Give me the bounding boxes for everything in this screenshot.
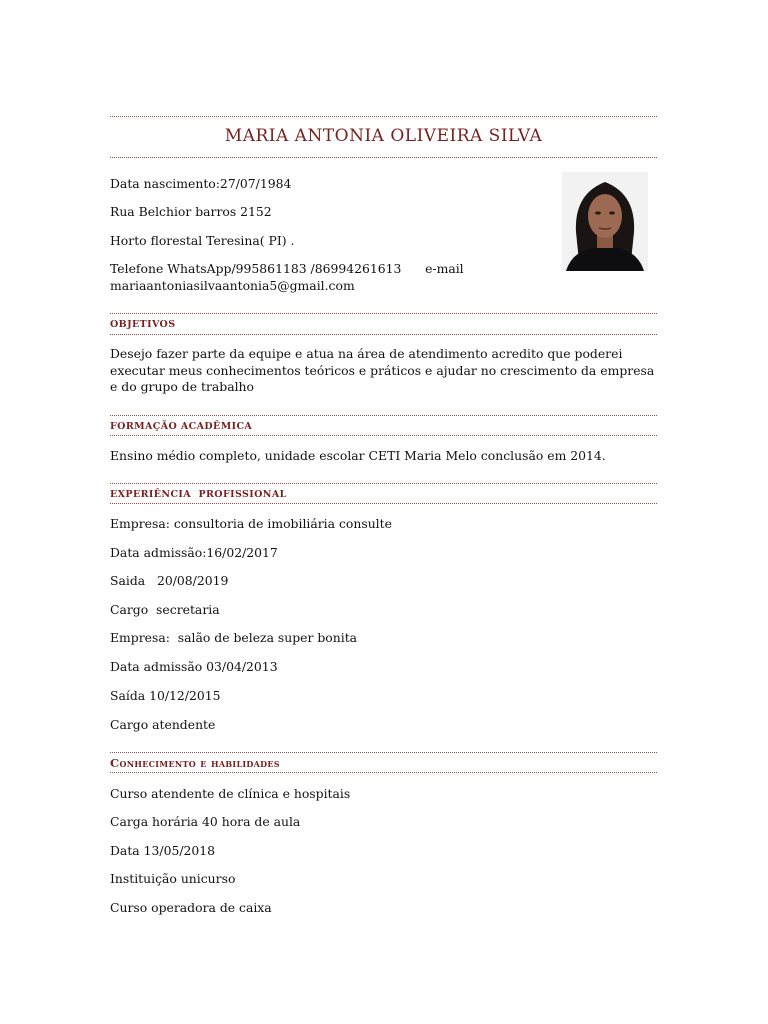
experience-line: Empresa: consultoria de imobiliária consulte [110, 516, 392, 531]
experience-bottom-divider [110, 503, 657, 504]
skills-line: Curso atendente de clínica e hospitais [110, 786, 351, 801]
skills-line: Carga horária 40 hora de aula [110, 814, 301, 829]
street-address: Rua Belchior barros 2152 [110, 204, 272, 219]
resume-name-title: MARIA ANTONIA OLIVEIRA SILVA [224, 126, 543, 146]
education-heading: FORMAÇÃO ACADÊMICA [110, 421, 253, 432]
experience-line: Saída 10/12/2015 [110, 688, 221, 703]
district-address: Horto florestal Teresina( PI) . [110, 233, 295, 248]
experience-line: Empresa: salão de beleza super bonita [110, 630, 358, 645]
skills-line: Instituição unicurso [110, 871, 236, 886]
education-text: Ensino médio completo, unidade escolar CETI Maria Melo conclusão em 2014. [110, 448, 606, 463]
skills-top-divider [110, 752, 657, 753]
experience-line: Cargo secretaria [110, 602, 220, 617]
skills-line: Curso operadora de caixa [110, 900, 272, 915]
objectives-bottom-divider [110, 334, 657, 335]
objectives-heading: OBJETIVOS [110, 319, 176, 330]
experience-line: Data admissão 03/04/2013 [110, 659, 278, 674]
experience-heading: EXPERIÊNCIA PROFISSIONAL [110, 489, 287, 500]
profile-photo [562, 172, 648, 271]
education-bottom-divider [110, 435, 657, 436]
skills-heading: Conhecimento e habilidades [110, 756, 280, 770]
experience-line: Data admissão:16/02/2017 [110, 545, 278, 560]
education-top-divider [110, 415, 657, 416]
birth-date: Data nascimento:27/07/1984 [110, 176, 292, 191]
phone-line: Telefone WhatsApp/995861183 /86994261613 e-mail [110, 261, 464, 276]
objectives-text: Desejo fazer parte da equipe e atua na área de atendimento acredito que poderei executar meus conhecimentos teóricos e práticos e ajudar no crescimento da empresa e do grupo de trabalho [110, 346, 655, 394]
experience-line: Cargo atendente [110, 717, 216, 732]
experience-line: Saida 20/08/2019 [110, 573, 229, 588]
objectives-top-divider [110, 313, 657, 314]
skills-bottom-divider [110, 772, 657, 773]
skills-line: Data 13/05/2018 [110, 843, 216, 858]
experience-top-divider [110, 483, 657, 484]
header-bottom-divider [110, 157, 657, 158]
email-address: mariaantoniasilvaantonia5@gmail.com [110, 278, 355, 293]
header-top-divider [110, 116, 657, 117]
